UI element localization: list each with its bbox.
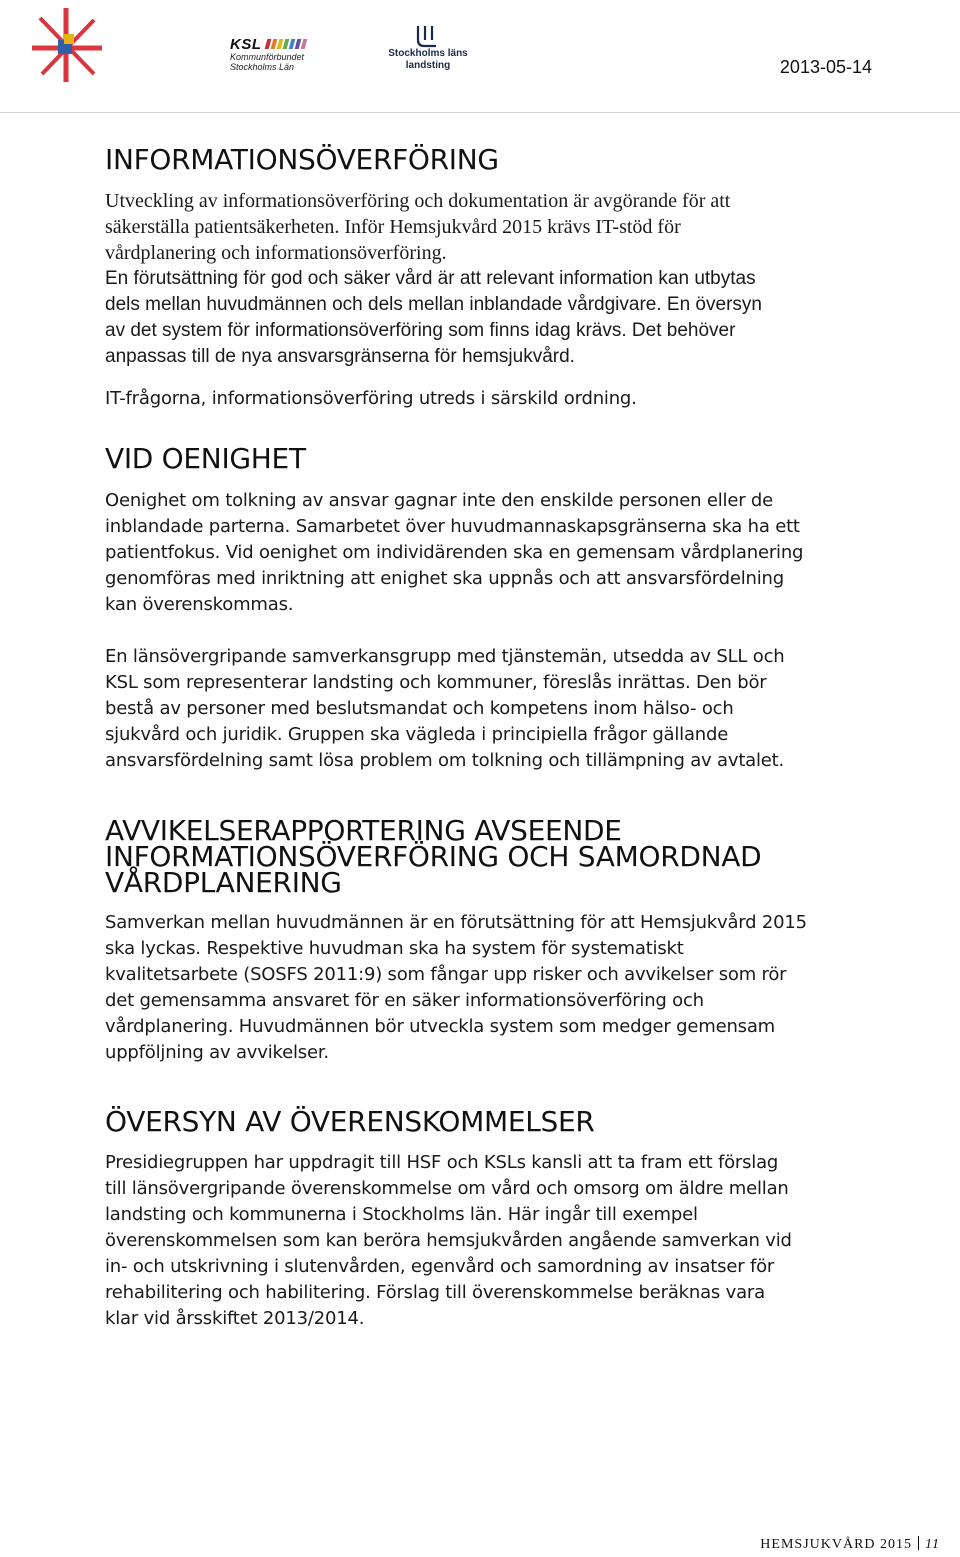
text-line: sjukvård och juridik. Gruppen ska vägleda i principiella frågor gällande <box>105 724 729 745</box>
text-line: kvalitetsarbete (SOSFS 2011:9) som fångar upp risker och avvikelser som rör <box>105 964 787 985</box>
page-number: 11 <box>925 1537 940 1552</box>
section-heading: VID OENIGHET <box>105 442 306 475</box>
text-line: ansvarsfördelning samt lösa problem om tolkning och tillämpning av avtalet. <box>105 750 785 771</box>
section-informationsoverforing <box>105 143 875 412</box>
section-heading <box>105 814 875 899</box>
text-line: klar vid årsskiftet 2013/2014. <box>105 1308 365 1329</box>
text-line: ska lyckas. Respektive huvudman ska ha system för systematiskt <box>105 938 684 959</box>
text-line: överenskommelsen som kan beröra hemsjukvården angående samverkan vid <box>105 1230 792 1251</box>
text-line: Utveckling av informationsöverföring och dokumentation är avgörande för att <box>105 190 731 212</box>
heading-line: VÅRDPLANERING <box>105 866 342 899</box>
text-line: patientfokus. Vid oenighet om individärenden ska en gemensam vårdplanering <box>105 542 804 563</box>
sll-logo-line2: landsting <box>405 60 451 71</box>
text-line: anpassas till de nya ansvarsgränserna för hemsjukvård. <box>105 346 575 367</box>
text-line: säkerställa patientsäkerheten. Inför Hemsjukvård 2015 krävs IT-stöd för <box>105 216 681 238</box>
text-line: Samverkan mellan huvudmännen är en förutsättning för att Hemsjukvård 2015 <box>105 912 807 933</box>
text-line: uppföljning av avvikelser. <box>105 1042 329 1063</box>
ksl-color-bar <box>301 39 308 49</box>
ksl-logo-line1: Kommunförbundet <box>230 52 305 62</box>
sll-logo-name <box>382 48 474 72</box>
sll-logo-line1: Stockholms läns <box>388 48 468 59</box>
document-body <box>105 143 875 1332</box>
page-footer <box>760 1536 940 1553</box>
text-line: det gemensamma ansvaret för en säker informationsöverföring och <box>105 990 704 1011</box>
paragraph <box>105 488 875 618</box>
heading-line: INFORMATIONSÖVERFÖRING OCH SAMORDNAD <box>105 840 762 873</box>
text-line: rehabilitering och habilitering. Förslag till överenskommelse beräknas vara <box>105 1282 765 1303</box>
section-vid-oenighet <box>105 442 875 774</box>
text-line: till länsövergripande överenskommelse om vård och omsorg om äldre mellan <box>105 1178 789 1199</box>
section-avvikelserapportering <box>105 814 875 1066</box>
ksl-logo <box>230 36 320 76</box>
text-line: vårdplanering. Huvudmännen bör utveckla system som medger gemensam <box>105 1016 776 1037</box>
section-heading: INFORMATIONSÖVERFÖRING <box>105 143 499 176</box>
text-line: dels mellan huvudmännen och dels mellan inblandade vårdgivare. En översyn <box>105 294 762 315</box>
sll-mark-icon <box>414 24 440 48</box>
paragraph <box>105 910 875 1066</box>
cross-logo-icon <box>24 4 134 84</box>
section-oversyn <box>105 1105 875 1332</box>
text-line: KSL som representerar landsting och kommuner, föreslås inrättas. Den bör <box>105 672 767 693</box>
text-line: in- och utskrivning i slutenvården, egenvård och samordning av insatser för <box>105 1256 775 1277</box>
header-divider <box>0 112 960 113</box>
paragraph <box>105 188 875 266</box>
text-line: genomföras med inriktning att enighet ska uppnås och att ansvarsfördelning <box>105 568 784 589</box>
footer-title: HEMSJUKVÅRD 2015 <box>760 1537 913 1552</box>
text-line: En länsövergripande samverkansgrupp med tjänstemän, utsedda av SLL och <box>105 646 785 667</box>
paragraph <box>105 266 875 370</box>
text-line: En förutsättning för god och säker vård är att relevant information kan utbytas <box>105 268 756 289</box>
ksl-wordmark: KSL <box>230 36 262 53</box>
footer-separator <box>918 1536 919 1550</box>
text-line: landsting och kommunerna i Stockholms län. Här ingår till exempel <box>105 1204 698 1225</box>
section-heading: ÖVERSYN AV ÖVERENSKOMMELSER <box>105 1105 595 1138</box>
text-line: vårdplanering och informationsöverföring. <box>105 242 447 264</box>
text-line: kan överenskommas. <box>105 594 294 615</box>
paragraph <box>105 644 875 774</box>
ksl-color-bars <box>266 39 306 49</box>
paragraph <box>105 1150 875 1332</box>
page-header <box>0 0 960 120</box>
ksl-logo-line2: Stockholms Län <box>230 62 295 72</box>
text-line: Oenighet om tolkning av ansvar gagnar inte den enskilde personen eller de <box>105 490 774 511</box>
paragraph: IT-frågorna, informationsöverföring utreds i särskild ordning. <box>105 388 637 409</box>
document-date: 2013-05-14 <box>779 57 872 77</box>
text-line: av det system för informationsöverföring som finns idag krävs. Det behöver <box>105 320 736 341</box>
sll-logo <box>382 24 474 74</box>
text-line: inblandade parterna. Samarbetet över huvudmannaskapsgränserna ska ha ett <box>105 516 800 537</box>
heading-line: AVVIKELSERAPPORTERING AVSEENDE <box>105 814 622 847</box>
text-line: bestå av personer med beslutsmandat och kompetens inom hälso- och <box>105 698 734 719</box>
text-line: Presidiegruppen har uppdragit till HSF och KSLs kansli att ta fram ett förslag <box>105 1152 779 1173</box>
